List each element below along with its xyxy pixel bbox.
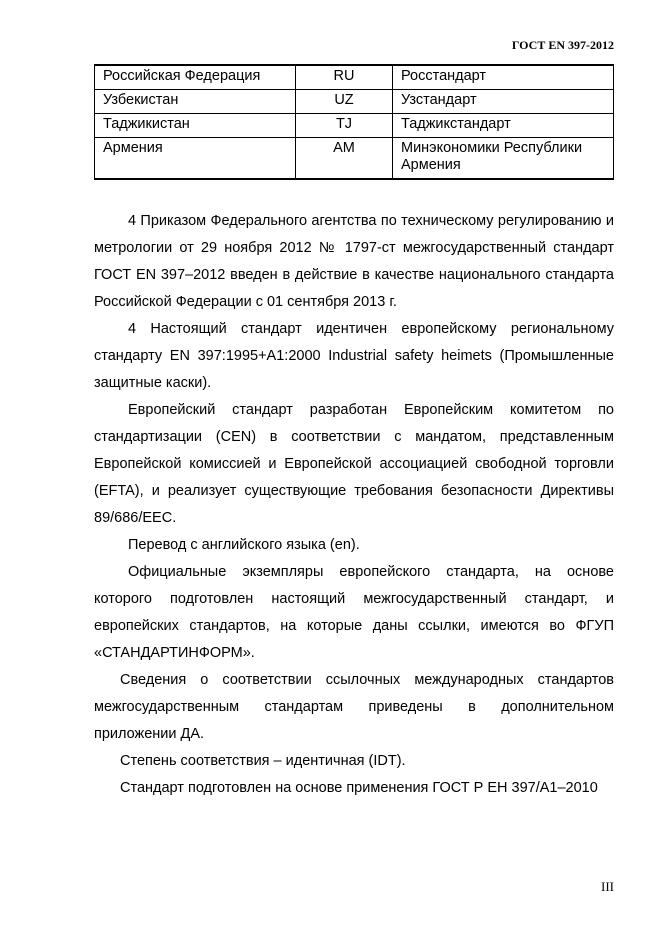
table-row [95, 114, 614, 138]
paragraph-reference-info: Сведения о соответствии ссылочных международных стандартов межгосударственным стандартам приведены в дополнительном приложении ДА. [94, 672, 614, 742]
agency-cell: Таджикстандарт [393, 114, 614, 138]
code-cell: AM [296, 138, 393, 180]
code-cell: UZ [296, 90, 393, 114]
agency-cell: Росстандарт [393, 65, 614, 90]
table-row [95, 138, 614, 180]
paragraph-european-standard: Европейский стандарт разработан Европейским комитетом по стандартизации (CEN) в соответствии с мандатом, представленным Европейской комиссией и Европейской ассоциацией свободной торговли (EFTA), и реализует существующие требования безопасности Директивы 89/686/ЕЕС. [94, 402, 614, 526]
agency-cell: Минэкономики Республики Армения [393, 138, 614, 180]
paragraph-conformity-degree: Степень соответствия – идентичная (IDT). [120, 753, 406, 769]
country-cell: Узбекистан [95, 90, 296, 114]
paragraph-order: 4 Приказом Федерального агентства по техническому регулированию и метрологии от 29 ноября 2012 № 1797-ст межгосударственный стандарт ГОСТ EN 397–2012 введен в действие в качестве национального стандарта Российской Федерации с 01 сентября 2013 г. [94, 213, 614, 310]
country-cell: Армения [95, 138, 296, 180]
document-body [94, 208, 614, 802]
table-row [95, 90, 614, 114]
country-cell: Таджикистан [95, 114, 296, 138]
agency-cell: Узстандарт [393, 90, 614, 114]
paragraph-official-copies: Официальные экземпляры европейского стандарта, на основе которого подготовлен настоящий межгосударственный стандарт, и европейских стандартов, на которые даны ссылки, имеются во ФГУП «СТАНДАРТИНФОРМ». [94, 564, 614, 661]
country-cell: Российская Федерация [95, 65, 296, 90]
document-code-header: ГОСТ EN 397-2012 [511, 38, 614, 52]
paragraph-identity: 4 Настоящий стандарт идентичен европейскому региональному стандарту EN 397:1995+A1:2000 Industrial safety heimets (Промышленные защитные каски). [94, 321, 614, 391]
table-row [95, 65, 614, 90]
paragraph-basis: Стандарт подготовлен на основе применения ГОСТ Р ЕН 397/А1–2010 [120, 780, 598, 796]
countries-table [94, 64, 614, 180]
code-cell: TJ [296, 114, 393, 138]
code-cell: RU [296, 65, 393, 90]
page-number: III [601, 879, 614, 894]
paragraph-translation: Перевод с английского языка (en). [128, 537, 360, 553]
